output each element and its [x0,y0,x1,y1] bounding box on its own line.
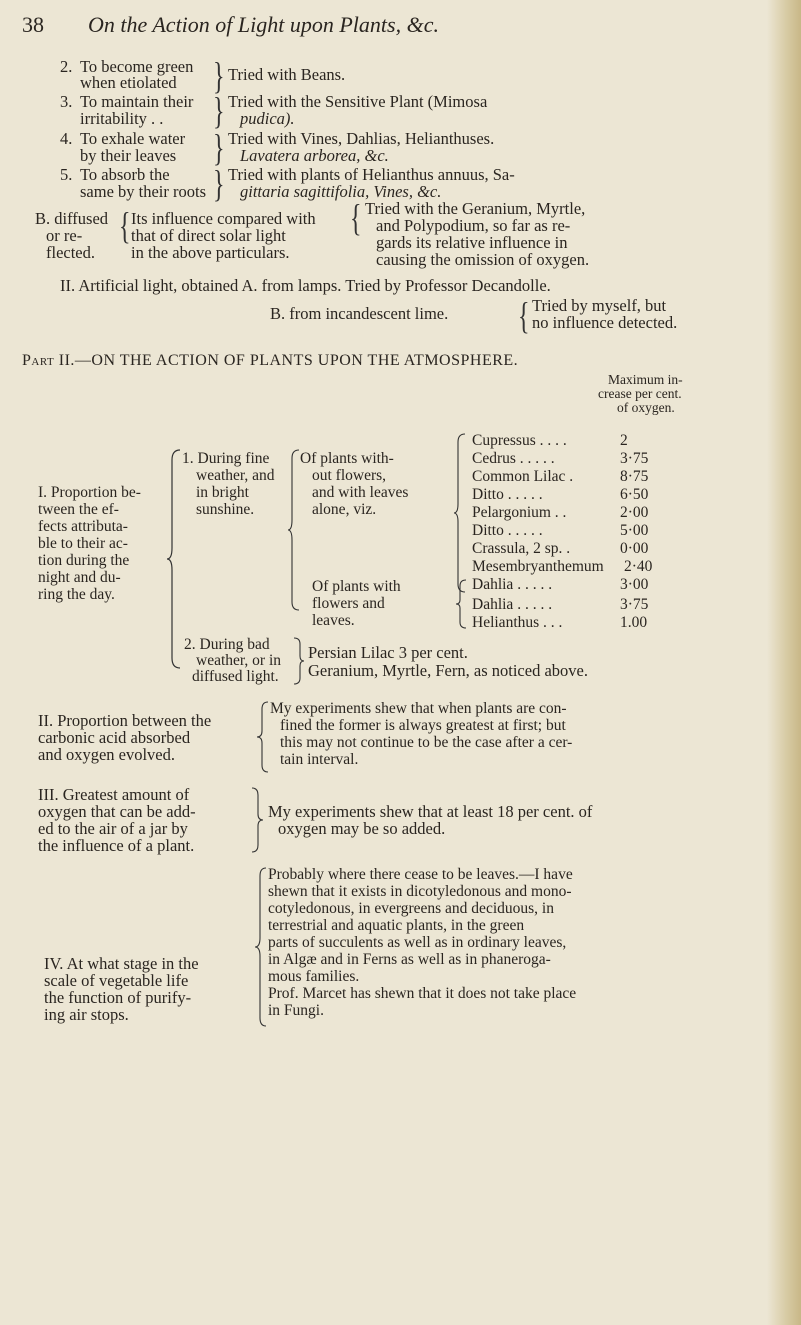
column-header: crease per cent. [598,386,682,401]
table-row-plant: Ditto . . . . . [472,522,543,539]
table-row-value: 0·00 [620,540,649,557]
plants-without-flowers: and with leaves [312,484,409,501]
table-row-plant: Cupressus . . . . [472,432,567,449]
section-text: gards its relative influence in [376,233,568,252]
plants-without-flowers: alone, viz. [312,501,377,518]
plants-with-flowers: Of plants with [312,578,401,595]
bad-weather-result: Persian Lilac 3 per cent. [308,643,468,662]
table-row-plant: Ditto . . . . . [472,486,543,503]
section-text: and Polypodium, so far as re- [376,216,571,235]
section-label: IV. At what stage in the [44,954,199,973]
incandescent-result: no influence detected. [532,313,678,332]
section-label: flected. [46,243,96,262]
table-row-plant: Helianthus . . . [472,614,563,631]
incandescent-lime-label: B. from incandescent lime. [270,304,449,323]
section-label: ble to their ac- [38,535,128,552]
section-text: Probably where there cease to be leaves.—I have [268,866,573,883]
table-row-plant: Pelargonium . . [472,504,567,521]
section-text: this may not continue to be the case after a cer- [280,734,573,751]
section-label: tion during the [38,552,130,569]
section-label: oxygen that can be add- [38,802,196,821]
section-text: cotyledonous, in evergreens and deciduous, in [268,900,554,917]
condition-bad: weather, or in [196,652,282,669]
section-text: My experiments shew that when plants are con- [270,700,567,717]
section-label: and oxygen evolved. [38,745,176,764]
table-row-plant: Crassula, 2 sp. . [472,540,571,557]
incandescent-result: Tried by myself, but [532,296,667,315]
page-number: 38 [22,12,44,37]
section-label: fects attributa- [38,518,128,535]
plants-with-flowers: leaves. [312,612,355,629]
section-text: My experiments shew that at least 18 per cent. of [268,802,593,821]
brace-icon [453,432,469,594]
brace-icon: { [119,206,131,248]
plants-without-flowers: Of plants with- [300,450,394,467]
table-row-value: 6·50 [620,486,649,503]
list-item-condition: when etiolated [80,73,177,92]
section-label: night and du- [38,569,121,586]
section-text: terrestrial and aquatic plants, in the green [268,917,525,934]
table-row-value: 2 [620,432,628,449]
table-row-value: 8·75 [620,468,649,485]
section-label: the function of purify- [44,988,192,1007]
list-item-number: 4. [60,129,73,148]
plants-without-flowers: out flowers, [312,467,387,484]
section-text: in Algæ and in Ferns as well as in phaneroga- [268,951,551,968]
section-text: oxygen may be so added. [278,819,446,838]
condition-fine: weather, and [196,467,275,484]
list-item-condition: To maintain their [80,92,194,111]
brace-icon: } [213,91,225,133]
section-text: tain interval. [280,751,359,768]
list-item-result: Lavatera arborea, &c. [240,146,389,165]
brace-icon [455,578,469,630]
table-row-value: 2·00 [620,504,649,521]
brace-icon: } [213,128,225,170]
table-row-value: 2·40 [624,558,653,575]
table-row-plant: Cedrus . . . . . [472,450,555,467]
section-label: ed to the air of a jar by [38,819,188,838]
brace-icon [287,448,303,612]
condition-fine: 1. During fine [182,450,270,467]
brace-icon [250,786,266,854]
condition-bad: 2. During bad [184,636,270,653]
table-row-plant: Dahlia . . . . . [472,596,553,613]
list-item-condition: To become green [80,57,194,76]
column-header: Maximum in- [608,372,683,387]
table-row-value: 3·00 [620,576,649,593]
list-item-result: pudica). [240,109,295,128]
section-label: B. diffused [35,209,109,228]
table-row-value: 5·00 [620,522,649,539]
section-text: in the above particulars. [131,243,290,262]
section-text: fined the former is always greatest at first; but [280,717,566,734]
section-label: II. Proportion between the [38,711,212,730]
table-row-value: 3·75 [620,596,649,613]
table-row-value: 3·75 [620,450,649,467]
section-label: ing air stops. [44,1005,129,1024]
section-text: causing the omission of oxygen. [376,250,590,269]
section-label: I. Proportion be- [38,484,141,501]
running-title: On the Action of Light upon Plants, &c. [88,12,439,37]
list-item-condition: To absorb the [80,165,170,184]
list-item-number: 2. [60,57,73,76]
column-header: of oxygen. [617,400,675,415]
section-text: that of direct solar light [131,226,286,245]
section-label: tween the ef- [38,501,119,518]
section-label: or re- [46,226,83,245]
section-label: ring the day. [38,586,115,603]
table-row-value: 1.00 [620,614,648,631]
part2-heading: Part II.—ON THE ACTION OF PLANTS UPON THE ATMOSPHERE. [22,352,519,369]
list-item-number: 3. [60,92,73,111]
table-row-plant: Dahlia . . . . . [472,576,553,593]
artificial-light-line: II. Artificial light, obtained A. from lamps. Tried by Professor Decandolle. [60,276,551,295]
list-item-result: Tried with the Sensitive Plant (Mimosa [228,92,488,111]
section-label: III. Greatest amount of [38,785,190,804]
section-label: carbonic acid absorbed [38,728,191,747]
condition-fine: in bright [196,484,249,501]
brace-icon: } [213,56,225,98]
table-row-plant: Common Lilac . [472,468,574,485]
page-edge [767,0,801,1325]
brace-icon [166,448,186,670]
section-label: the influence of a plant. [38,836,195,855]
section-label: scale of vegetable life [44,971,189,990]
section-text: mous families. [268,968,360,985]
brace-icon [292,636,306,686]
section-text: Tried with the Geranium, Myrtle, [365,199,586,218]
list-item-result: Tried with plants of Helianthus annuus, Sa- [228,165,515,184]
section-text: Its influence compared with [131,209,316,228]
list-item-condition: irritability . . [80,109,164,128]
brace-icon: { [518,296,530,338]
condition-bad: diffused light. [192,668,279,685]
bad-weather-result: Geranium, Myrtle, Fern, as noticed above. [308,661,588,680]
list-item-condition: To exhale water [80,129,186,148]
section-text: in Fungi. [268,1002,324,1019]
list-item-condition: same by their roots [80,182,207,201]
section-text: shewn that it exists in dicotyledonous and mono- [268,883,572,900]
brace-icon: } [213,164,225,206]
section-text: parts of succulents as well as in ordinary leaves, [268,934,567,951]
list-item-result: gittaria sagittifolia, Vines, &c. [240,182,442,201]
condition-fine: sunshine. [196,501,255,518]
brace-icon: { [350,198,362,240]
section-text: Prof. Marcet has shewn that it does not take place [268,985,577,1002]
list-item-number: 5. [60,165,73,184]
table-row-plant: Mesembryanthemum [472,558,604,575]
list-item-result: Tried with Vines, Dahlias, Helianthuses. [228,129,495,148]
plants-with-flowers: flowers and [312,595,385,612]
list-item-condition: by their leaves [80,146,177,165]
list-item-result: Tried with Beans. [228,65,346,84]
